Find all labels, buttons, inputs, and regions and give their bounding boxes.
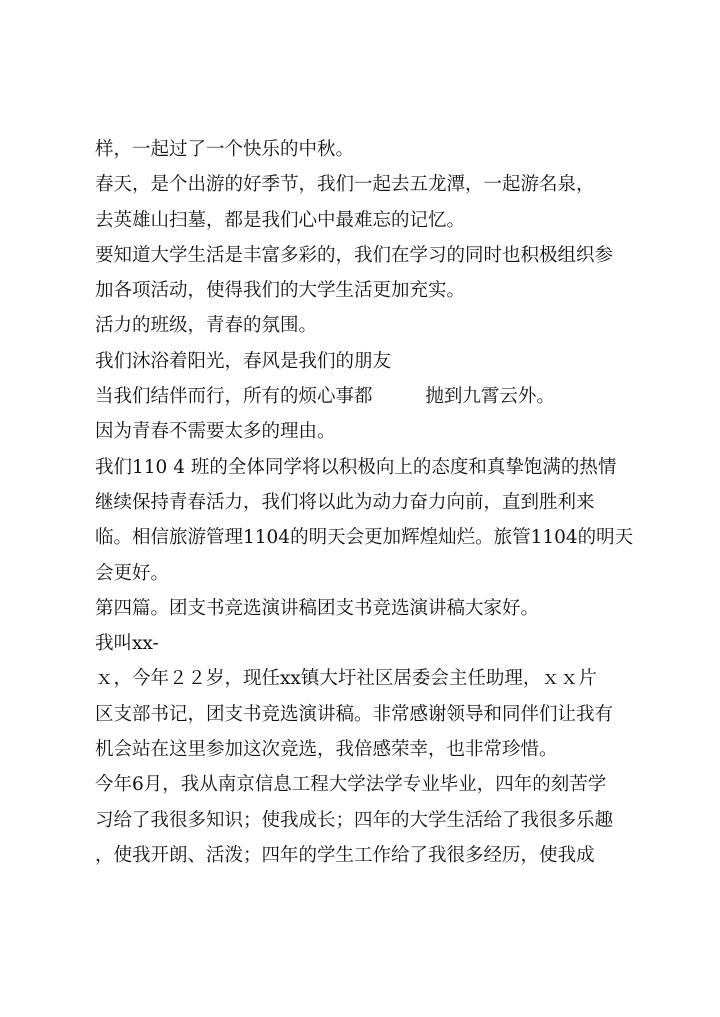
text-line-20: 习给了我很多知识；使我成长；四年的大学生活给了我很多乐趣 xyxy=(95,809,614,831)
text-line-5: 加各项活动，使得我们的大学生活更加充实。 xyxy=(95,280,466,302)
text-line-9: 因为青春不需要太多的理由。 xyxy=(95,421,336,443)
text-line-7: 我们沐浴着阳光，春风是我们的朋友 xyxy=(95,350,392,372)
text-line-4: 要知道大学生活是丰富多彩的，我们在学习的同时也积极组织参 xyxy=(95,244,614,266)
text-line-10: 我们110 4 班的全体同学将以积极向上的态度和真挚饱满的热情 xyxy=(95,456,617,478)
text-line-21: ，使我开朗、活泼；四年的学生工作给了我很多经历，使我成 xyxy=(95,844,595,866)
text-line-8: 当我们结伴而行，所有的烦心事都 抛到九霄云外。 xyxy=(95,386,555,408)
text-line-15: 我叫xx- xyxy=(95,633,159,655)
text-line-6: 活力的班级，青春的氛围。 xyxy=(95,315,318,337)
text-line-19: 今年6月，我从南京信息工程大学法学专业毕业，四年的刻苦学 xyxy=(95,774,607,796)
text-line-18: 机会站在这里参加这次竞选，我倍感荣幸，也非常珍惜。 xyxy=(95,739,558,761)
text-line-3: 去英雄山扫墓，都是我们心中最难忘的记忆。 xyxy=(95,209,466,231)
text-line-2: 春天，是个出游的好季节，我们一起去五龙潭，一起游名泉， xyxy=(95,174,595,196)
document-body xyxy=(95,132,635,873)
text-line-14: 第四篇。团支书竞选演讲稿团支书竞选演讲稿大家好。 xyxy=(95,597,540,619)
text-line-13: 会更好。 xyxy=(95,562,170,584)
text-line-12: 临。相信旅游管理1104的明天会更加辉煌灿烂。旅管1104的明天 xyxy=(95,527,634,549)
text-line-16: ｘ，今年２２岁，现任xx镇大圩社区居委会主任助理，ｘｘ片 xyxy=(95,668,597,690)
text-line-1: 样，一起过了一个快乐的中秋。 xyxy=(95,139,355,160)
text-line-17: 区支部书记，团支书竞选演讲稿。非常感谢领导和同伴们让我有 xyxy=(95,703,614,725)
text-line-11: 继续保持青春活力，我们将以此为动力奋力向前，直到胜利来 xyxy=(95,491,595,513)
